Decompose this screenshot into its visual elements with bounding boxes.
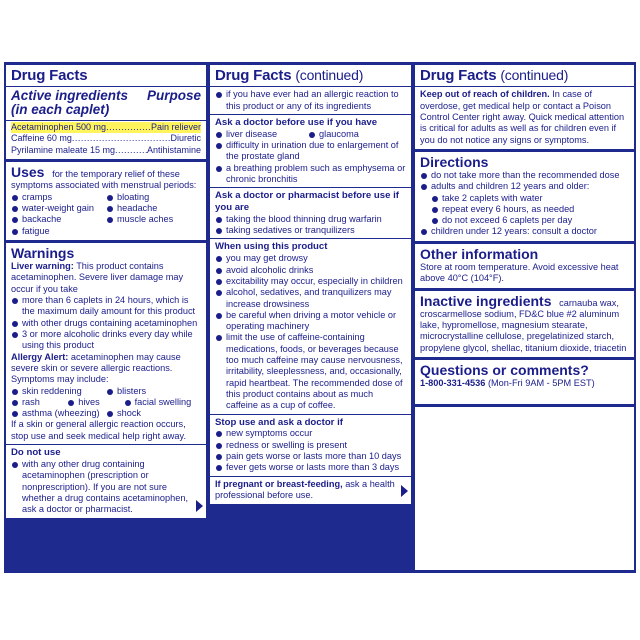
questions-heading: Questions or comments? <box>420 362 589 379</box>
keep-out-box <box>415 65 634 149</box>
continued-box <box>210 65 411 504</box>
liver-warning-list <box>11 295 201 352</box>
inactive-ingredients-heading: Inactive ingredients <box>420 292 552 309</box>
uses-box <box>6 162 206 240</box>
ingredient-row <box>11 133 201 145</box>
list-item: with other drugs containing acetaminophen <box>11 318 201 329</box>
do-not-use-list <box>11 459 201 516</box>
stop-use-list <box>215 428 406 473</box>
phone-number: 1-800-331-4536 <box>420 378 486 389</box>
list-item: more than 6 caplets in 24 hours, which is the maximum daily amount for this product <box>11 295 201 318</box>
ingredient-purpose: Pain reliever <box>150 121 201 132</box>
allergy-symptoms-list <box>11 386 201 397</box>
ingredient-purpose: Antihistamine <box>146 144 201 155</box>
allergy-alert-text: acetaminophen may cause severe skin or severe allergic reactions. Symptoms may include: <box>11 351 181 385</box>
stop-use-heading: Stop use and ask a doctor if <box>215 416 343 428</box>
pregnancy-label: If pregnant or breast-feeding, <box>215 478 343 489</box>
drug-facts-continued-title <box>420 67 629 84</box>
allergy-alert-label: Allergy Alert: <box>11 351 69 362</box>
list-item: fatigue <box>11 226 106 237</box>
title-text: Drug Facts <box>420 67 497 84</box>
when-using-heading: When using this product <box>215 241 328 253</box>
list-item: repeat every 6 hours, as needed <box>420 204 629 215</box>
directions-list <box>420 226 629 237</box>
purpose-heading: Purpose <box>146 88 201 104</box>
inactive-ingredients-text: carnauba wax, croscarmellose sodium, FD&C blue #2 aluminum lake, hypromellose, magnesium stearate, microcrystalline cellulose, pregelatinized starch, propylene glycol, shellac, titanium dioxide, triacetin <box>420 297 627 353</box>
column-3 <box>415 65 634 570</box>
list-item: shock <box>106 408 201 419</box>
list-item: excitability may occur, especially in children <box>215 276 406 287</box>
drug-facts-continued-title <box>215 67 406 84</box>
keep-out-text: In case of overdose, get medical help or contact a Poison Control Center right away. Quick medical attention is critical for adults as well as for children even if you do not notice any signs or symptoms. <box>420 89 625 145</box>
active-ingredients-heading: Active ingredients <box>11 88 129 104</box>
list-item: difficulty in urination due to enlargement of the prostate gland <box>215 140 406 163</box>
continue-arrow-icon <box>401 485 408 497</box>
active-ingredients-header <box>11 89 201 103</box>
active-ingredients-box <box>6 65 206 159</box>
inactive-ingredients-box <box>415 291 634 358</box>
list-item: alcohol, sedatives, and tranquilizers may increase drowsiness <box>215 287 406 310</box>
ask-doctor-heading: Ask a doctor before use if you have <box>215 116 378 128</box>
list-item: be careful when driving a motor vehicle or operating machinery <box>215 310 406 333</box>
list-item: with any other drug containing acetaminophen (prescription or nonprescription). If you are not sure whether a drug contains acetaminophen, ask a doctor or pharmacist. <box>11 459 193 516</box>
list-item: facial swelling <box>124 397 201 408</box>
ask-doctor-list <box>215 140 406 185</box>
do-not-use-heading: Do not use <box>11 447 61 459</box>
ingredient-row <box>11 122 201 134</box>
allergy-symptoms-list <box>11 408 201 419</box>
list-item: a breathing problem such as emphysema or chronic bronchitis <box>215 163 406 186</box>
list-item: blisters <box>106 386 201 397</box>
title-continued: (continued) <box>500 67 569 83</box>
uses-heading: Uses <box>11 164 45 181</box>
list-item: rash <box>11 397 67 408</box>
other-information-heading: Other information <box>420 245 539 262</box>
list-item: avoid alcoholic drinks <box>215 265 406 276</box>
questions-box <box>415 360 634 404</box>
pregnancy-warning <box>215 479 406 502</box>
list-item: taking sedatives or tranquilizers <box>215 225 406 236</box>
title-continued: (continued) <box>295 67 364 83</box>
ingredient-purpose: Diuretic <box>170 133 201 144</box>
ask-pharmacist-list <box>215 214 406 237</box>
list-item: water-weight gain <box>11 203 106 214</box>
warnings-box <box>6 243 206 518</box>
other-information-box <box>415 244 634 288</box>
keep-out-label: Keep out of reach of children. <box>420 89 550 100</box>
warnings-heading: Warnings <box>11 245 75 262</box>
list-item: bloating <box>106 192 201 203</box>
pregnancy-text: ask a health professional before use. <box>215 478 395 500</box>
ingredient-row <box>11 145 201 157</box>
list-item: cramps <box>11 192 106 203</box>
when-using-list <box>215 253 406 411</box>
list-item: take 2 caplets with water <box>420 193 629 204</box>
allergy-after-text: If a skin or general allergic reaction occurs, stop use and seek medical help right away. <box>11 419 187 441</box>
list-item: redness or swelling is present <box>215 440 406 451</box>
liver-warning-label: Liver warning: <box>11 261 74 272</box>
directions-list <box>420 170 629 193</box>
list-item: children under 12 years: consult a doctor <box>420 226 629 237</box>
drug-facts-title: Drug Facts <box>11 67 88 84</box>
list-item: fever gets worse or lasts more than 3 days <box>215 462 406 473</box>
ingredient-name: Caffeine 60 mg <box>11 133 72 144</box>
list-item: you may get drowsy <box>215 253 406 264</box>
list-item: new symptoms occur <box>215 428 406 439</box>
active-ingredients-sub: (in each caplet) <box>11 102 110 118</box>
directions-sub-list <box>420 193 629 227</box>
allergy-symptoms-list <box>11 397 201 408</box>
empty-panel <box>415 407 634 570</box>
directions-box <box>415 152 634 241</box>
list-item: 3 or more alcoholic drinks every day while using this product <box>11 329 201 352</box>
uses-list <box>11 192 201 237</box>
list-item: backache <box>11 214 106 225</box>
phone-hours: (Mon-Fri 9AM - 5PM EST) <box>487 378 595 389</box>
list-item: headache <box>106 203 201 214</box>
directions-heading: Directions <box>420 153 489 170</box>
list-item: hives <box>67 397 123 408</box>
ingredient-name: Acetaminophen 500 mg <box>11 121 107 132</box>
list-item: liver disease <box>215 129 308 140</box>
list-item: if you have ever had an allergic reaction to this product or any of its ingredients <box>215 89 406 112</box>
list-item: taking the blood thinning drug warfarin <box>215 214 406 225</box>
list-item: skin reddening <box>11 386 106 397</box>
ask-pharmacist-heading: Ask a doctor or pharmacist before use if you are <box>215 190 399 214</box>
column-1 <box>6 65 206 570</box>
title-text: Drug Facts <box>215 67 292 84</box>
do-not-use-cont-list <box>215 89 406 112</box>
column-2 <box>210 65 411 570</box>
list-item: asthma (wheezing) <box>11 408 106 419</box>
liver-warning-text: This product contains acetaminophen. Severe liver damage may occur if you take <box>11 261 184 294</box>
list-item: do not exceed 6 caplets per day <box>420 215 629 226</box>
ask-doctor-list <box>215 129 406 140</box>
list-item: limit the use of caffeine-containing medications, foods, or beverages because too much caffeine may cause nervousness, irritability, sleeplessness, and, occasionally, rapid heartbeat. The recommended dose of this product contains about as much caffeine as a cup of coffee. <box>215 332 406 411</box>
list-item: adults and children 12 years and older: <box>420 181 629 192</box>
other-information-text: Store at room temperature. Avoid excessive heat above 40°C (104°F). <box>420 261 619 284</box>
uses-intro: for the temporary relief of these symptoms associated with menstrual periods: <box>11 169 197 191</box>
ingredient-name: Pyrilamine maleate 15 mg <box>11 144 116 155</box>
list-item: do not take more than the recommended dose <box>420 170 629 181</box>
continue-arrow-icon <box>196 500 203 512</box>
list-item: muscle aches <box>106 214 201 225</box>
list-item: glaucoma <box>308 129 406 140</box>
list-item: pain gets worse or lasts more than 10 days <box>215 451 406 462</box>
